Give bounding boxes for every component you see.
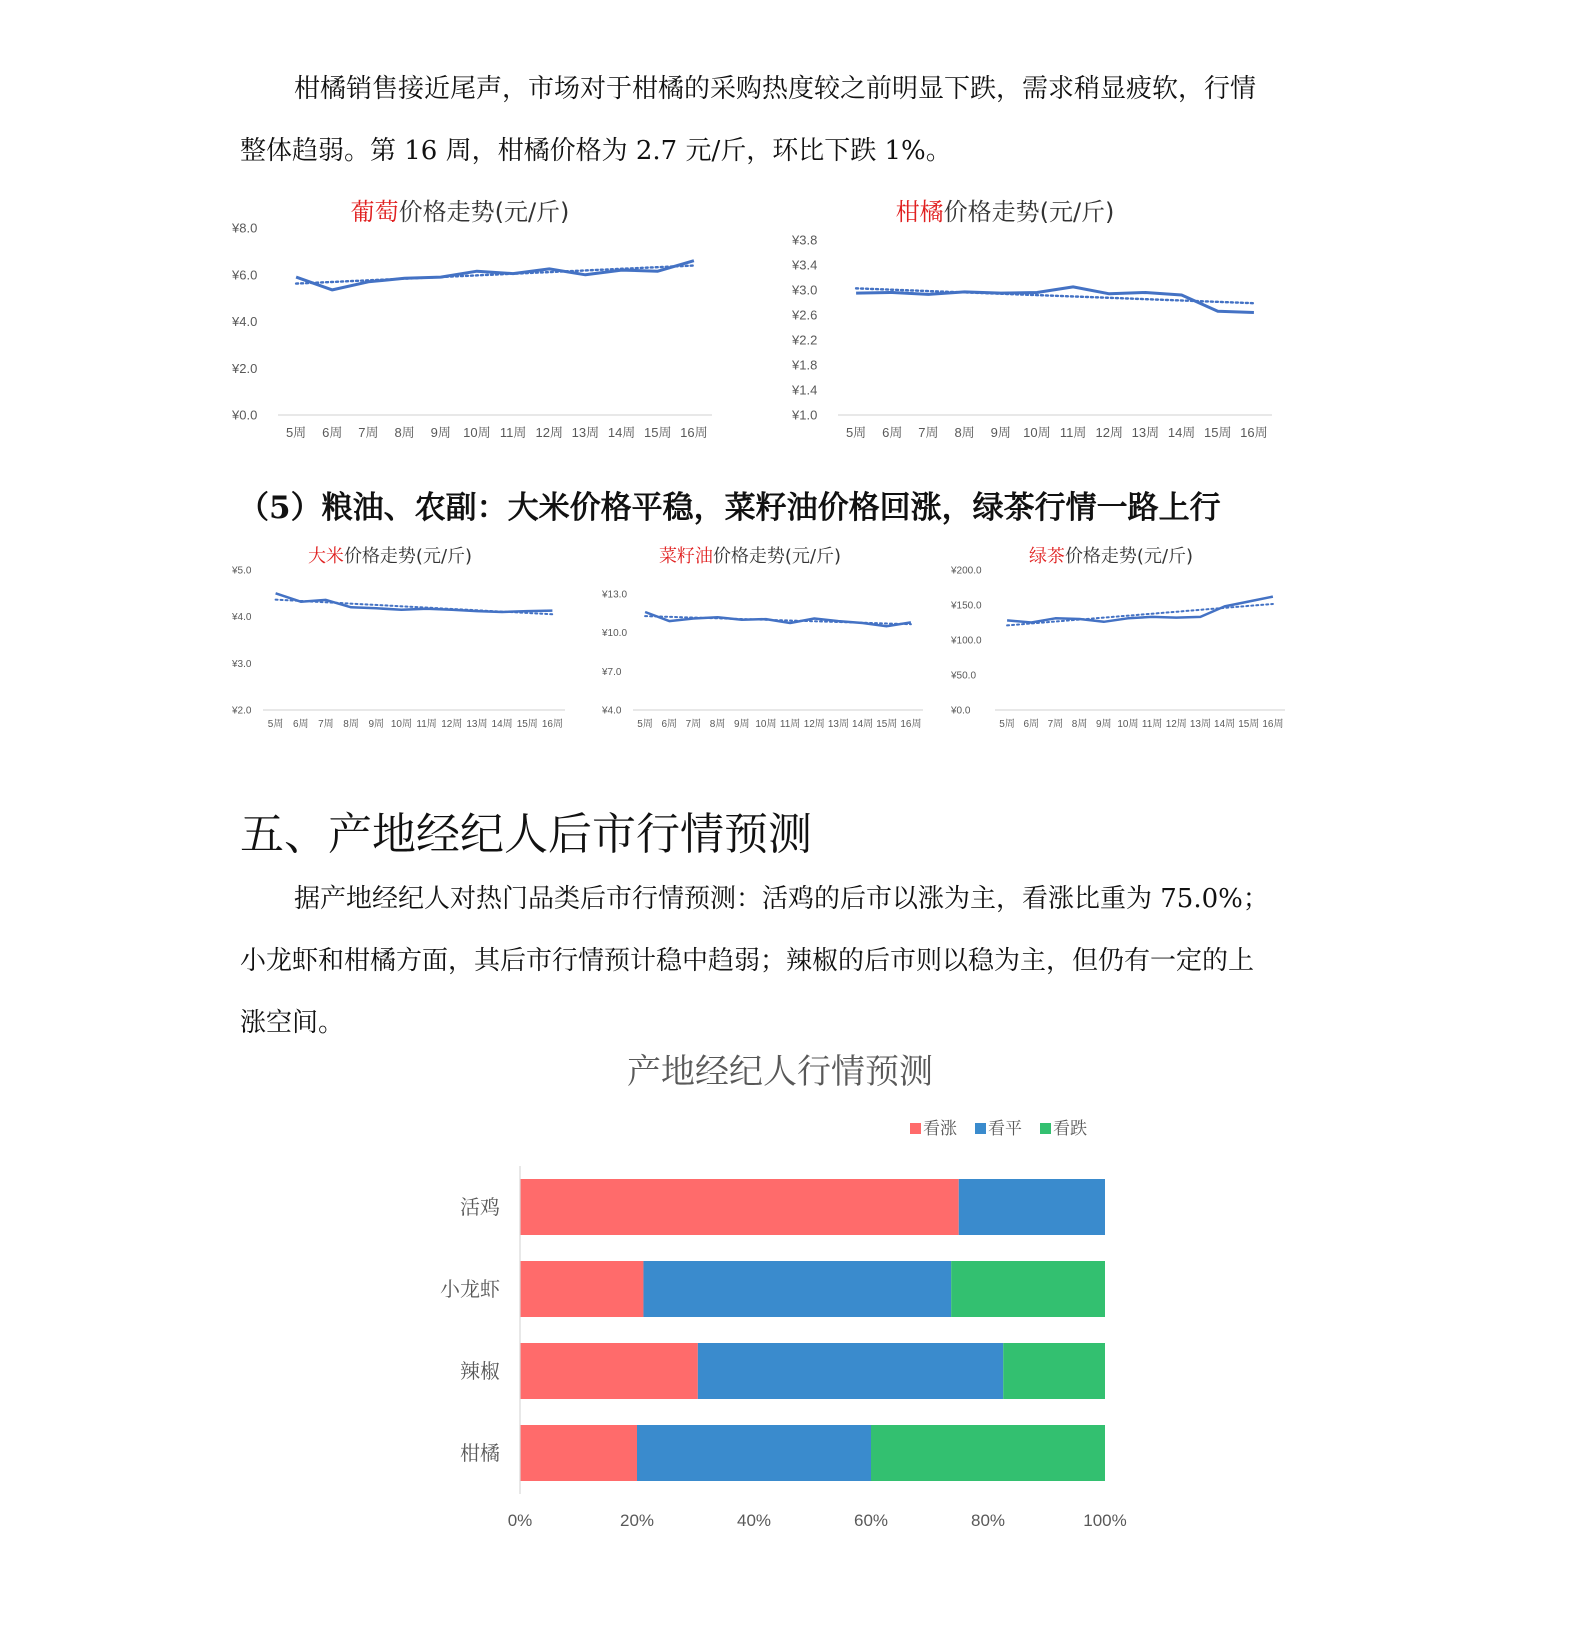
- citrus-x-tick-label: 10周: [1023, 425, 1051, 440]
- rapeseed-oil-y-tick-label: ¥13.0: [602, 589, 628, 601]
- bar-segment-0: [520, 1425, 637, 1481]
- x-tick-label: 80%: [970, 1511, 1006, 1530]
- rice-x-tick-label: 9周: [368, 719, 385, 730]
- green-tea-title-rest: 价格走势(元/斤): [1064, 546, 1194, 567]
- citrus-x-tick-label: 16周: [1240, 425, 1268, 440]
- rice-x-tick-label: 15周: [516, 719, 538, 730]
- rapeseed-oil-chart-title: [659, 546, 841, 567]
- bar-segment-1: [643, 1261, 951, 1317]
- bar-segment-0: [520, 1343, 698, 1399]
- citrus-x-tick-label: 12周: [1095, 425, 1123, 440]
- rapeseed-oil-x-tick-label: 13周: [827, 719, 849, 730]
- legend-label: 看涨: [923, 1119, 957, 1139]
- citrus-x-tick-label: 7周: [918, 425, 939, 440]
- legend-label: 看跌: [1053, 1119, 1087, 1139]
- rice-x-tick-label: 12周: [441, 719, 463, 730]
- bar-segment-1: [698, 1343, 1003, 1399]
- rice-x-tick-label: 14周: [491, 719, 513, 730]
- rice-x-tick-label: 5周: [267, 719, 284, 730]
- rice-x-tick-label: 6周: [292, 719, 309, 730]
- bar-segment-1: [637, 1425, 871, 1481]
- green-tea-price-chart: [951, 546, 1355, 770]
- x-tick-label: 20%: [619, 1511, 655, 1530]
- rapeseed-oil-x-tick-label: 7周: [685, 719, 702, 730]
- rapeseed-oil-x-tick-label: 11周: [779, 719, 801, 730]
- green-tea-y-tick-label: ¥200.0: [951, 565, 982, 577]
- forecast-line-3: 涨空间。: [240, 1008, 345, 1038]
- grape-x-tick-label: 14周: [607, 425, 636, 440]
- grape-x-tick-label: 5周: [285, 425, 307, 440]
- x-tick-label: 100%: [1083, 1511, 1127, 1530]
- intro-paragraph-cont: [240, 120, 1350, 182]
- forecast-chart-title: 产地经纪人行情预测: [627, 1052, 933, 1092]
- rice-y-tick-label: ¥2.0: [232, 705, 252, 717]
- green-tea-x-tick-label: 14周: [1214, 719, 1236, 730]
- forecast-paragraph-cont: [240, 930, 1350, 1054]
- citrus-y-tick-label: ¥3.8: [792, 232, 818, 248]
- grape-y-tick-label: ¥2.0: [232, 360, 258, 376]
- rice-y-tick-label: ¥3.0: [232, 658, 252, 670]
- green-tea-y-tick-label: ¥100.0: [951, 635, 982, 647]
- rice-x-tick-label: 7周: [318, 719, 334, 730]
- rice-x-tick-label: 13周: [466, 719, 488, 730]
- green-tea-title-highlight: 绿茶: [1028, 546, 1065, 567]
- grape-trendline: [296, 266, 694, 284]
- intro-line-1: 柑橘销售接近尾声，市场对于柑橘的采购热度较之前明显下跌，需求稍显疲软，行情: [294, 74, 1257, 104]
- citrus-x-tick-label: 9周: [990, 425, 1011, 440]
- citrus-x-tick-label: 6周: [882, 425, 903, 440]
- x-tick-label: 0%: [507, 1511, 533, 1530]
- rice-price-chart: [230, 546, 590, 770]
- category-label: 柑橘: [460, 1441, 500, 1465]
- category-label: 辣椒: [460, 1359, 500, 1383]
- green-tea-x-tick-label: 6周: [1023, 719, 1040, 730]
- x-tick-label: 40%: [736, 1511, 772, 1530]
- rice-y-tick-label: ¥5.0: [232, 565, 252, 577]
- green-tea-y-tick-label: ¥150.0: [951, 600, 982, 612]
- green-tea-x-tick-label: 8周: [1071, 719, 1088, 730]
- forecast-paragraph: [240, 868, 1404, 930]
- rice-x-tick-label: 8周: [343, 719, 359, 730]
- bar-segment-0: [520, 1179, 959, 1235]
- green-tea-x-tick-label: 10周: [1117, 719, 1139, 730]
- grape-x-tick-label: 12周: [535, 425, 563, 440]
- rapeseed-oil-title-rest: 价格走势(元/斤): [712, 546, 842, 567]
- citrus-y-tick-label: ¥2.6: [792, 307, 818, 323]
- grape-y-tick-label: ¥6.0: [232, 267, 258, 283]
- green-tea-series-line: [1007, 597, 1273, 623]
- citrus-x-tick-label: 11周: [1059, 425, 1087, 440]
- rapeseed-oil-price-chart: [600, 546, 970, 770]
- grape-x-tick-label: 16周: [680, 425, 708, 440]
- rapeseed-oil-x-tick-label: 5周: [637, 719, 653, 730]
- x-tick-label: 60%: [853, 1511, 889, 1530]
- rice-x-tick-label: 16周: [541, 719, 563, 730]
- bar-segment-2: [951, 1261, 1105, 1317]
- bar-segment-1: [959, 1179, 1105, 1235]
- citrus-x-tick-label: 14周: [1167, 425, 1196, 440]
- rapeseed-oil-y-tick-label: ¥4.0: [602, 705, 622, 717]
- grape-x-tick-label: 15周: [644, 425, 672, 440]
- rapeseed-oil-x-tick-label: 15周: [876, 719, 898, 730]
- green-tea-y-tick-label: ¥50.0: [951, 670, 977, 682]
- grape-x-tick-label: 7周: [358, 425, 379, 440]
- rice-title-rest: 价格走势(元/斤): [343, 546, 473, 567]
- intro-paragraph: [240, 58, 1404, 120]
- rapeseed-oil-x-tick-label: 16周: [900, 719, 922, 730]
- citrus-title-highlight: 柑橘: [895, 198, 944, 226]
- category-label: 小龙虾: [440, 1277, 500, 1301]
- rapeseed-oil-x-tick-label: 6周: [661, 719, 678, 730]
- broker-forecast-chart: [440, 1052, 1200, 1580]
- green-tea-x-tick-label: 11周: [1141, 719, 1163, 730]
- forecast-line-2: 小龙虾和柑橘方面，其后市行情预计稳中趋弱；辣椒的后市则以稳为主，但仍有一定的上: [240, 946, 1255, 976]
- green-tea-y-tick-label: ¥0.0: [951, 705, 971, 717]
- citrus-x-tick-label: 13周: [1131, 425, 1160, 440]
- intro-line-2: 整体趋弱。第 16 周，柑橘价格为 2.7 元/斤，环比下跌 1%。: [240, 136, 952, 166]
- forecast-line-1: 据产地经纪人对热门品类后市行情预测：活鸡的后市以涨为主，看涨比重为 75.0%；: [294, 884, 1269, 914]
- section-heading: 五、产地经纪人后市行情预测: [240, 809, 812, 860]
- citrus-price-chart: [790, 190, 1310, 475]
- rapeseed-oil-y-tick-label: ¥7.0: [602, 666, 622, 678]
- citrus-x-tick-label: 8周: [954, 425, 975, 440]
- grape-x-tick-label: 11周: [499, 425, 527, 440]
- grape-price-chart: [230, 190, 750, 475]
- rapeseed-oil-title-highlight: 菜籽油: [658, 546, 713, 567]
- green-tea-x-tick-label: 7周: [1047, 719, 1064, 730]
- legend-label: 看平: [988, 1119, 1022, 1139]
- rapeseed-oil-x-tick-label: 9周: [733, 719, 750, 730]
- citrus-x-tick-label: 15周: [1204, 425, 1232, 440]
- grape-title-rest: 价格走势(元/斤): [398, 198, 570, 226]
- rapeseed-oil-x-tick-label: 12周: [803, 719, 825, 730]
- grape-x-tick-label: 6周: [322, 425, 343, 440]
- category-label: 活鸡: [460, 1195, 500, 1219]
- legend-swatch-2: [1040, 1123, 1051, 1134]
- citrus-y-tick-label: ¥3.0: [792, 282, 818, 298]
- grape-title-highlight: 葡萄: [350, 198, 399, 226]
- rice-chart-title: [308, 546, 472, 567]
- green-tea-x-tick-label: 9周: [1095, 719, 1112, 730]
- grape-x-tick-label: 8周: [394, 425, 415, 440]
- grape-x-tick-label: 10周: [463, 425, 491, 440]
- section-subheading: （5）粮油、农副：大米价格平稳，菜籽油价格回涨，绿茶行情一路上行: [238, 490, 1221, 526]
- rapeseed-oil-y-tick-label: ¥10.0: [602, 628, 628, 640]
- green-tea-x-tick-label: 13周: [1189, 719, 1211, 730]
- green-tea-x-tick-label: 5周: [999, 719, 1015, 730]
- citrus-y-tick-label: ¥2.2: [792, 332, 818, 348]
- grape-y-tick-label: ¥4.0: [232, 314, 258, 330]
- rapeseed-oil-x-tick-label: 10周: [755, 719, 777, 730]
- citrus-y-tick-label: ¥1.4: [792, 382, 818, 398]
- grape-y-tick-label: ¥8.0: [232, 220, 258, 236]
- citrus-x-tick-label: 5周: [845, 425, 867, 440]
- green-tea-x-tick-label: 15周: [1238, 719, 1260, 730]
- grape-x-tick-label: 9周: [430, 425, 451, 440]
- rice-x-tick-label: 10周: [390, 719, 412, 730]
- citrus-y-tick-label: ¥1.0: [792, 407, 818, 423]
- green-tea-chart-title: [1029, 546, 1193, 567]
- green-tea-x-tick-label: 12周: [1165, 719, 1187, 730]
- rapeseed-oil-x-tick-label: 8周: [709, 719, 726, 730]
- rice-title-highlight: 大米: [307, 546, 344, 567]
- grape-chart-title: [351, 198, 570, 226]
- bar-segment-0: [520, 1261, 643, 1317]
- legend-swatch-0: [910, 1123, 921, 1134]
- citrus-chart-title: [896, 198, 1115, 226]
- citrus-title-rest: 价格走势(元/斤): [943, 198, 1115, 226]
- bar-segment-2: [1003, 1343, 1105, 1399]
- green-tea-trendline: [1007, 604, 1273, 625]
- grape-x-tick-label: 13周: [571, 425, 600, 440]
- rapeseed-oil-series-line: [645, 612, 911, 626]
- rice-y-tick-label: ¥4.0: [232, 612, 252, 624]
- bar-segment-2: [871, 1425, 1105, 1481]
- citrus-y-tick-label: ¥3.4: [792, 257, 818, 273]
- legend-swatch-1: [975, 1123, 986, 1134]
- rice-x-tick-label: 11周: [416, 719, 437, 730]
- rapeseed-oil-x-tick-label: 14周: [852, 719, 874, 730]
- citrus-y-tick-label: ¥1.8: [792, 357, 818, 373]
- green-tea-x-tick-label: 16周: [1262, 719, 1284, 730]
- grape-y-tick-label: ¥0.0: [232, 407, 258, 423]
